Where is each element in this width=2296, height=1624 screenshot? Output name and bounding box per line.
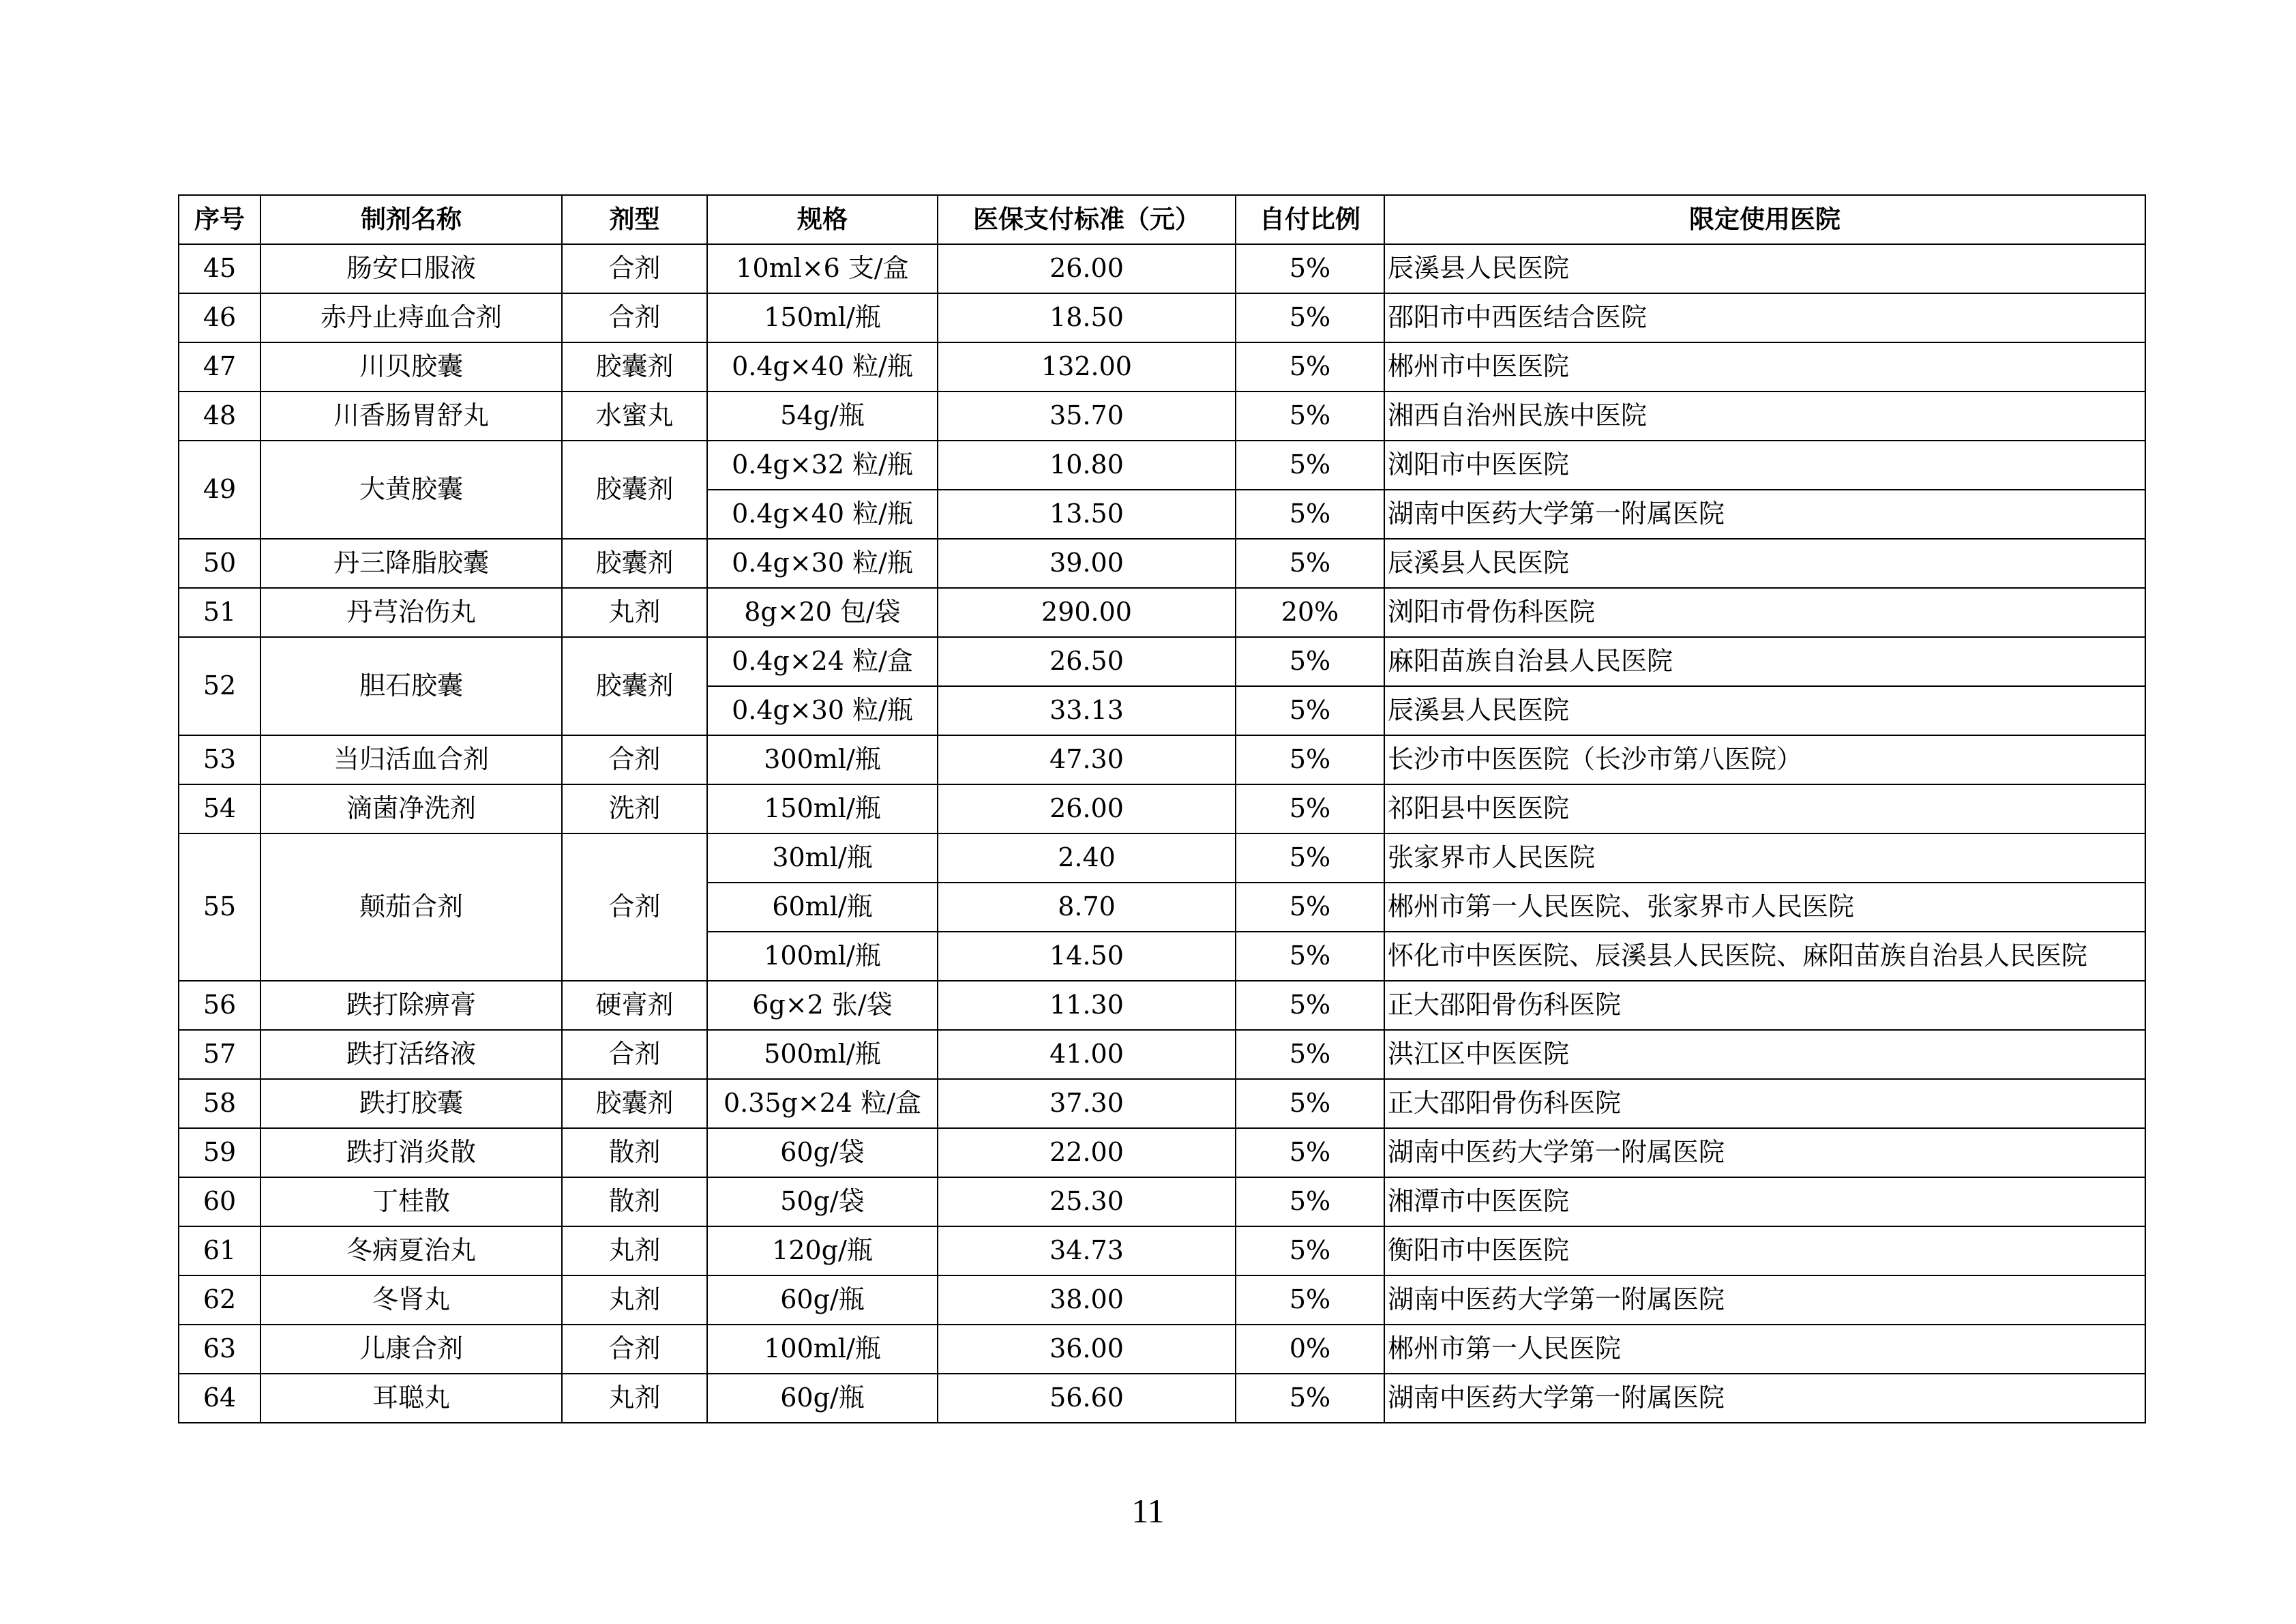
cell-name: 耳聪丸 [260,1374,562,1423]
cell-name: 胆石胶囊 [260,637,562,735]
cell-price: 38.00 [938,1275,1236,1325]
table-row [179,981,2145,1030]
header-name: 制剂名称 [260,195,562,244]
cell-form: 胶囊剂 [562,539,707,588]
table-row [179,1177,2145,1226]
cell-ratio: 5% [1236,392,1384,441]
cell-spec: 30ml/瓶 [707,833,938,883]
cell-ratio: 5% [1236,1177,1384,1226]
cell-hospital: 辰溪县人民医院 [1384,686,2145,735]
cell-hospital: 湖南中医药大学第一附属医院 [1384,1275,2145,1325]
cell-no: 53 [179,735,260,784]
cell-ratio: 5% [1236,1079,1384,1128]
page-number: 11 [1131,1492,1165,1530]
table-row [179,392,2145,441]
cell-hospital: 正大邵阳骨伤科医院 [1384,1079,2145,1128]
table-row [179,1325,2145,1374]
table-row [179,784,2145,833]
header-spec: 规格 [707,195,938,244]
cell-ratio: 5% [1236,1374,1384,1423]
cell-hospital: 郴州市中医医院 [1384,342,2145,392]
cell-form: 丸剂 [562,1374,707,1423]
cell-hospital: 长沙市中医医院（长沙市第八医院） [1384,735,2145,784]
cell-price: 56.60 [938,1374,1236,1423]
cell-spec: 60g/瓶 [707,1275,938,1325]
cell-no: 52 [179,637,260,735]
cell-ratio: 5% [1236,539,1384,588]
cell-ratio: 5% [1236,1275,1384,1325]
cell-form: 胶囊剂 [562,441,707,539]
cell-no: 57 [179,1030,260,1079]
cell-spec: 120g/瓶 [707,1226,938,1275]
cell-no: 61 [179,1226,260,1275]
cell-spec: 60g/袋 [707,1128,938,1177]
cell-form: 洗剂 [562,784,707,833]
cell-name: 丹芎治伤丸 [260,588,562,637]
cell-spec: 0.4g×40 粒/瓶 [707,490,938,539]
cell-no: 47 [179,342,260,392]
cell-name: 丁桂散 [260,1177,562,1226]
cell-price: 25.30 [938,1177,1236,1226]
cell-form: 硬膏剂 [562,981,707,1030]
cell-name: 大黄胶囊 [260,441,562,539]
cell-hospital: 湖南中医药大学第一附属医院 [1384,1128,2145,1177]
table-row [179,1128,2145,1177]
cell-hospital: 衡阳市中医医院 [1384,1226,2145,1275]
preparation-table [178,194,2146,1423]
cell-form: 合剂 [562,833,707,981]
cell-spec: 8g×20 包/袋 [707,588,938,637]
cell-ratio: 5% [1236,244,1384,293]
cell-ratio: 5% [1236,293,1384,342]
cell-hospital: 郴州市第一人民医院 [1384,1325,2145,1374]
cell-no: 60 [179,1177,260,1226]
header-price: 医保支付标准（元） [938,195,1236,244]
cell-spec: 150ml/瓶 [707,293,938,342]
cell-spec: 150ml/瓶 [707,784,938,833]
cell-spec: 0.35g×24 粒/盒 [707,1079,938,1128]
cell-name: 跌打除痹膏 [260,981,562,1030]
cell-spec: 100ml/瓶 [707,932,938,981]
table-row [179,1275,2145,1325]
cell-no: 64 [179,1374,260,1423]
table-row [179,293,2145,342]
cell-price: 22.00 [938,1128,1236,1177]
cell-no: 63 [179,1325,260,1374]
cell-hospital: 祁阳县中医医院 [1384,784,2145,833]
cell-spec: 0.4g×40 粒/瓶 [707,342,938,392]
table-row [179,244,2145,293]
cell-ratio: 5% [1236,637,1384,686]
cell-name: 儿康合剂 [260,1325,562,1374]
cell-hospital: 湘潭市中医医院 [1384,1177,2145,1226]
cell-form: 水蜜丸 [562,392,707,441]
cell-ratio: 0% [1236,1325,1384,1374]
cell-price: 10.80 [938,441,1236,490]
table-row [179,539,2145,588]
cell-hospital: 浏阳市骨伤科医院 [1384,588,2145,637]
cell-no: 55 [179,833,260,981]
cell-spec: 60ml/瓶 [707,883,938,932]
cell-price: 14.50 [938,932,1236,981]
cell-no: 59 [179,1128,260,1177]
cell-price: 34.73 [938,1226,1236,1275]
cell-hospital: 邵阳市中西医结合医院 [1384,293,2145,342]
cell-form: 胶囊剂 [562,342,707,392]
cell-spec: 0.4g×30 粒/瓶 [707,686,938,735]
cell-hospital: 浏阳市中医医院 [1384,441,2145,490]
cell-name: 跌打胶囊 [260,1079,562,1128]
cell-price: 18.50 [938,293,1236,342]
cell-no: 54 [179,784,260,833]
cell-ratio: 5% [1236,1128,1384,1177]
cell-name: 冬肾丸 [260,1275,562,1325]
cell-ratio: 5% [1236,490,1384,539]
cell-hospital: 辰溪县人民医院 [1384,539,2145,588]
cell-no: 49 [179,441,260,539]
table-row [179,833,2145,883]
cell-spec: 0.4g×24 粒/盒 [707,637,938,686]
cell-price: 132.00 [938,342,1236,392]
cell-form: 丸剂 [562,1275,707,1325]
cell-spec: 10ml×6 支/盒 [707,244,938,293]
cell-ratio: 5% [1236,1030,1384,1079]
cell-no: 51 [179,588,260,637]
cell-name: 当归活血合剂 [260,735,562,784]
cell-name: 冬病夏治丸 [260,1226,562,1275]
header-form: 剂型 [562,195,707,244]
table-row [179,735,2145,784]
cell-price: 37.30 [938,1079,1236,1128]
table-row [179,588,2145,637]
cell-spec: 54g/瓶 [707,392,938,441]
cell-no: 50 [179,539,260,588]
cell-form: 丸剂 [562,1226,707,1275]
table-row [179,342,2145,392]
cell-hospital: 正大邵阳骨伤科医院 [1384,981,2145,1030]
cell-price: 8.70 [938,883,1236,932]
cell-ratio: 5% [1236,686,1384,735]
header-no: 序号 [179,195,260,244]
cell-spec: 300ml/瓶 [707,735,938,784]
cell-name: 滴菌净洗剂 [260,784,562,833]
table-row [179,637,2145,686]
cell-form: 合剂 [562,244,707,293]
cell-ratio: 5% [1236,1226,1384,1275]
cell-hospital: 湘西自治州民族中医院 [1384,392,2145,441]
cell-spec: 500ml/瓶 [707,1030,938,1079]
cell-price: 13.50 [938,490,1236,539]
cell-form: 丸剂 [562,588,707,637]
table-row [179,1226,2145,1275]
cell-hospital: 湖南中医药大学第一附属医院 [1384,490,2145,539]
cell-ratio: 5% [1236,833,1384,883]
cell-ratio: 5% [1236,441,1384,490]
cell-spec: 60g/瓶 [707,1374,938,1423]
cell-ratio: 5% [1236,932,1384,981]
cell-price: 47.30 [938,735,1236,784]
cell-name: 颠茄合剂 [260,833,562,981]
cell-ratio: 5% [1236,735,1384,784]
cell-price: 11.30 [938,981,1236,1030]
cell-no: 48 [179,392,260,441]
cell-spec: 0.4g×30 粒/瓶 [707,539,938,588]
header-ratio: 自付比例 [1236,195,1384,244]
cell-spec: 6g×2 张/袋 [707,981,938,1030]
cell-no: 56 [179,981,260,1030]
table-row [179,441,2145,490]
cell-ratio: 20% [1236,588,1384,637]
cell-no: 58 [179,1079,260,1128]
table-row [179,1079,2145,1128]
cell-hospital: 湖南中医药大学第一附属医院 [1384,1374,2145,1423]
cell-ratio: 5% [1236,883,1384,932]
table-body [179,244,2145,1423]
cell-form: 胶囊剂 [562,1079,707,1128]
cell-price: 2.40 [938,833,1236,883]
header-hospital: 限定使用医院 [1384,195,2145,244]
cell-no: 46 [179,293,260,342]
table-row [179,1374,2145,1423]
cell-form: 散剂 [562,1128,707,1177]
cell-name: 跌打活络液 [260,1030,562,1079]
cell-price: 26.00 [938,244,1236,293]
cell-hospital: 张家界市人民医院 [1384,833,2145,883]
header-row [179,195,2145,244]
cell-price: 36.00 [938,1325,1236,1374]
cell-price: 41.00 [938,1030,1236,1079]
cell-form: 散剂 [562,1177,707,1226]
cell-name: 川香肠胃舒丸 [260,392,562,441]
cell-ratio: 5% [1236,784,1384,833]
cell-form: 合剂 [562,1325,707,1374]
cell-spec: 0.4g×32 粒/瓶 [707,441,938,490]
cell-price: 26.50 [938,637,1236,686]
cell-form: 合剂 [562,1030,707,1079]
cell-ratio: 5% [1236,342,1384,392]
cell-price: 290.00 [938,588,1236,637]
cell-form: 合剂 [562,735,707,784]
cell-price: 26.00 [938,784,1236,833]
cell-name: 赤丹止痔血合剂 [260,293,562,342]
cell-price: 35.70 [938,392,1236,441]
cell-name: 川贝胶囊 [260,342,562,392]
cell-hospital: 怀化市中医医院、辰溪县人民医院、麻阳苗族自治县人民医院 [1384,932,2145,981]
cell-no: 45 [179,244,260,293]
cell-price: 33.13 [938,686,1236,735]
cell-price: 39.00 [938,539,1236,588]
cell-no: 62 [179,1275,260,1325]
cell-name: 丹三降脂胶囊 [260,539,562,588]
cell-form: 胶囊剂 [562,637,707,735]
cell-form: 合剂 [562,293,707,342]
table-row [179,1030,2145,1079]
cell-ratio: 5% [1236,981,1384,1030]
cell-spec: 100ml/瓶 [707,1325,938,1374]
cell-name: 跌打消炎散 [260,1128,562,1177]
cell-hospital: 辰溪县人民医院 [1384,244,2145,293]
cell-name: 肠安口服液 [260,244,562,293]
cell-hospital: 麻阳苗族自治县人民医院 [1384,637,2145,686]
cell-hospital: 洪江区中医医院 [1384,1030,2145,1079]
cell-hospital: 郴州市第一人民医院、张家界市人民医院 [1384,883,2145,932]
cell-spec: 50g/袋 [707,1177,938,1226]
